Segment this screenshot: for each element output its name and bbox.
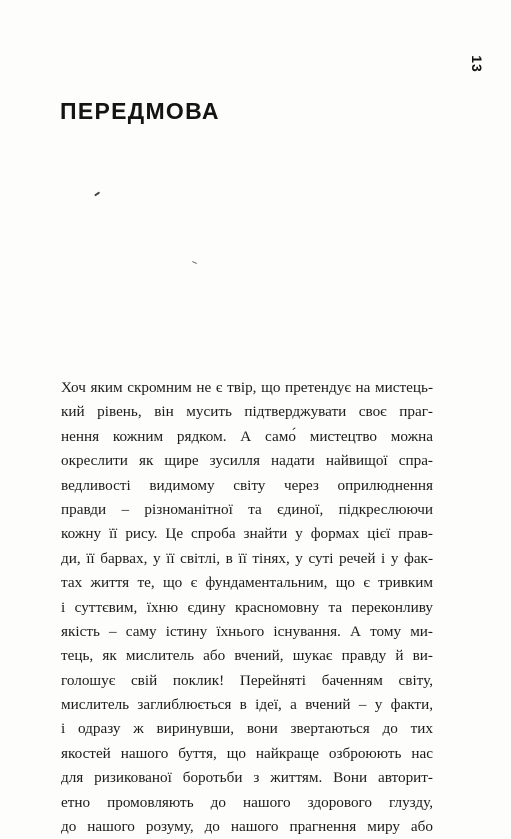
text-line: ведливості видимому світу через оприлюднення [61, 476, 433, 494]
text-line: і одразу ж виринувши, вони звертаються до тих [61, 720, 433, 738]
text-line: кий рівень, він мусить підтверджувати своє праг- [61, 403, 433, 421]
page-number: 13 [469, 55, 485, 73]
text-line: якість – саму істину їхнього існування. А тому ми- [61, 622, 433, 640]
page-title: ПЕРЕДМОВА [60, 98, 220, 124]
text-line: тець, як мислитель або вчений, шукає правду й ви- [61, 647, 433, 665]
text-line: окреслити як щире зусилля надати найвищої спра- [61, 452, 433, 470]
text-line: нення кожним рядком. А само́ мистецтво можна [61, 427, 433, 445]
text-line: до нашого розуму, до нашого прагнення миру або [61, 818, 433, 836]
text-line: тах життя те, що є фундаментальним, що є тривким [61, 574, 433, 592]
text-line: правди – різноманітної та єдиної, підкреслюючи [61, 500, 433, 518]
ink-speck [192, 261, 197, 264]
ink-speck [94, 191, 100, 196]
text-line: голошує свій поклик! Перейняті баченням світу, [61, 671, 433, 689]
text-line: і суттєвим, їхню єдину красномовну та переконливу [61, 598, 433, 616]
text-line: якостей нашого буття, що найкраще озброюють нас [61, 744, 433, 762]
body-paragraph [61, 376, 433, 839]
text-line: кожну її рису. Це спроба знайти у формах цієї прав- [61, 525, 433, 543]
text-line: ди, її барвах, у її світлі, в її тінях, у суті речей і у фак- [61, 549, 433, 567]
text-line: Хоч яким скромним не є твір, що претендує на мистець- [61, 379, 433, 396]
text-line: етно промовляють до нашого здорового глузду, [61, 793, 433, 811]
text-line: мислитель заглиблюється в ідеї, а вчений – у факти, [61, 696, 433, 714]
text-line: для ризикованої боротьби з життям. Вони авторит- [61, 769, 433, 787]
